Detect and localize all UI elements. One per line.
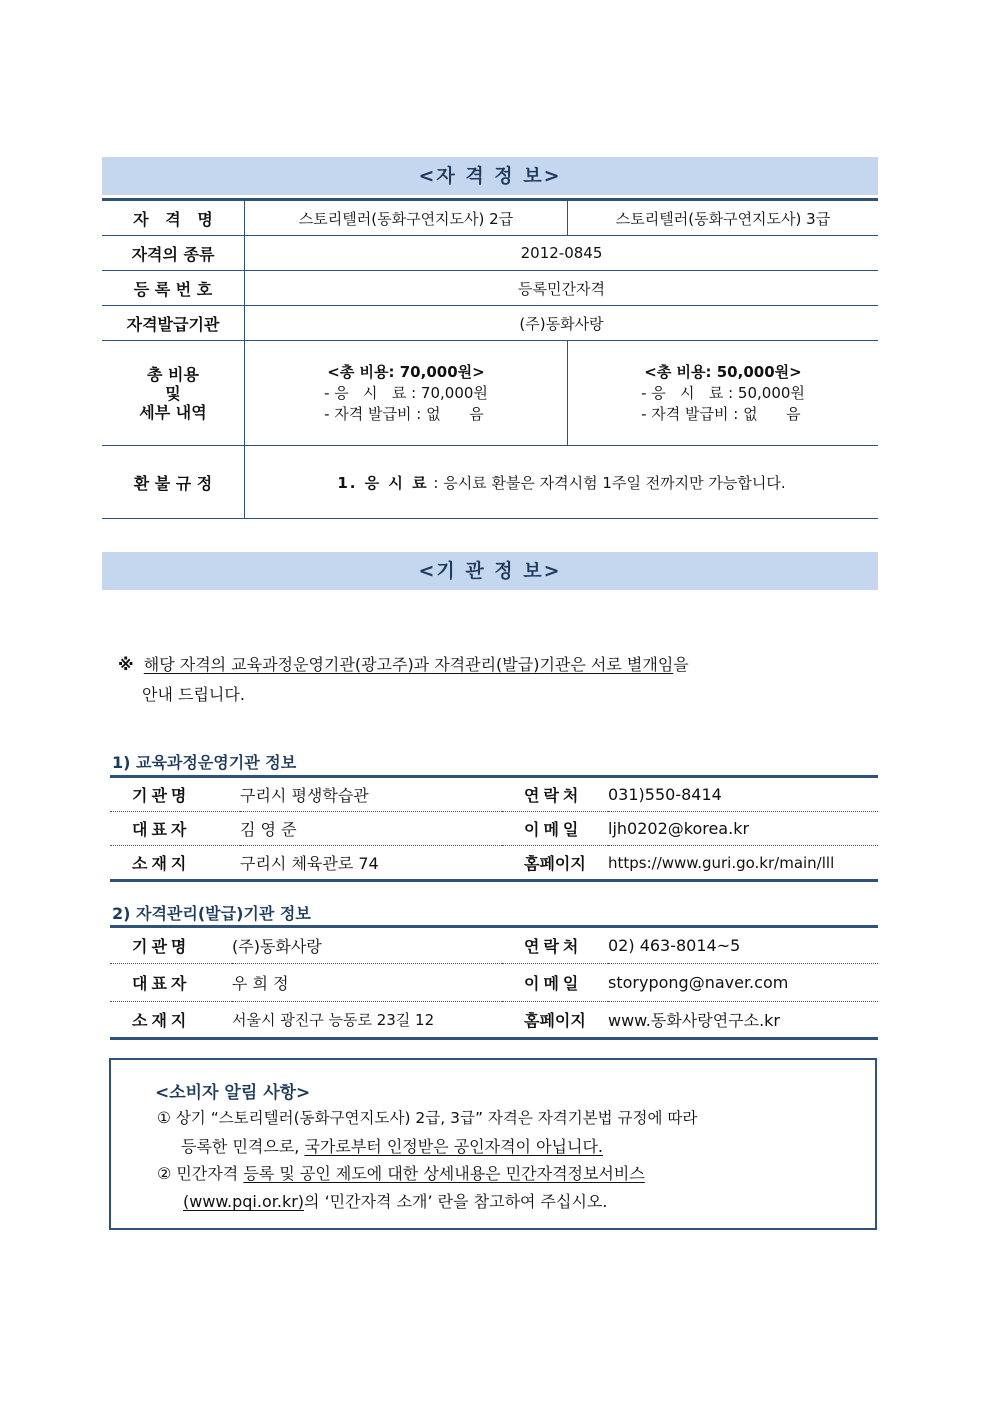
key: 대표자 xyxy=(110,812,240,846)
value: 김 영 준 xyxy=(240,812,502,846)
consumer-item2-a-underlined: 등록 및 공인 제도에 대한 상세내용은 민간자격정보서비스 xyxy=(243,1164,645,1183)
notice-mark: ※ xyxy=(118,655,134,674)
cost-3-issue: - 자격 발급비 : 없 음 xyxy=(641,404,801,423)
org-banner: <기 관 정 보> xyxy=(102,552,878,590)
key: 이메일 xyxy=(502,964,608,1002)
cost-grade-3 xyxy=(568,341,879,446)
value[interactable]: storypong@naver.com xyxy=(608,964,878,1002)
consumer-item1-b xyxy=(181,1134,603,1157)
notice-line2: 안내 드립니다. xyxy=(142,685,245,704)
consumer-item2-b-text: 의 ‘민간자격 소개’ 란을 참고하여 주십시오. xyxy=(304,1192,608,1211)
cost-2-issue: - 자격 발급비 : 없 음 xyxy=(324,404,484,423)
value: 우 희 정 xyxy=(232,964,502,1002)
consumer-item1-a: ① 상기 “스토리텔러(동화구연지도사) 2급, 3급” 자격은 자격기본법 규정에 따라 xyxy=(157,1109,698,1127)
cost-2-title: <총 비용: 70,000원> xyxy=(327,362,485,381)
consumer-notice-box xyxy=(109,1058,877,1230)
reg-label: 등 록 번 호 xyxy=(102,271,245,306)
key: 대표자 xyxy=(110,964,232,1002)
refund-text: : 응시료 환불은 자격시험 1주일 전까지만 가능합니다. xyxy=(428,473,786,492)
issuer-label: 자격발급기관 xyxy=(102,306,245,341)
notice xyxy=(118,650,689,710)
name-grade-3: 스토리텔러(동화구연지도사) 3급 xyxy=(568,200,879,236)
cost-label xyxy=(102,341,245,446)
cost-label-2: 및 xyxy=(165,383,181,403)
qualification-banner: <자 격 정 보> xyxy=(102,157,878,195)
qualification-table xyxy=(102,198,878,519)
cert-org-table xyxy=(110,925,878,1040)
consumer-item1-b-text: 등록한 민격으로, xyxy=(181,1137,305,1156)
cost-3-fee: - 응 시 료 : 50,000원 xyxy=(641,383,805,402)
key: 연락처 xyxy=(502,777,608,812)
cost-grade-2 xyxy=(245,341,568,446)
refund-label: 환 불 규 정 xyxy=(102,446,245,519)
value: 031)550-8414 xyxy=(608,777,878,812)
value: 구리시 평생학습관 xyxy=(240,777,502,812)
type-value: 2012-0845 xyxy=(245,236,879,271)
name-label: 자 격 명 xyxy=(102,200,245,236)
table-row xyxy=(110,927,878,964)
notice-underlined: 해당 자격의 교육과정운영기관(광고주)과 자격관리(발급)기관은 서로 별개임 xyxy=(143,655,674,674)
key: 홈페이지 xyxy=(524,1011,586,1030)
value[interactable]: www.동화사랑연구소.kr xyxy=(608,1011,780,1030)
name-grade-2: 스토리텔러(동화구연지도사) 2급 xyxy=(245,200,568,236)
edu-org-title: 1) 교육과정운영기관 정보 xyxy=(112,753,297,772)
value: (주)동화사랑 xyxy=(232,927,502,964)
table-row xyxy=(110,777,878,812)
cost-label-3: 세부 내역 xyxy=(139,402,207,422)
consumer-title: <소비자 알림 사항> xyxy=(155,1083,311,1103)
key: 소재지 xyxy=(132,1011,191,1030)
table-row xyxy=(110,1002,878,1039)
reg-value: 등록민간자격 xyxy=(245,271,879,306)
value[interactable]: ljh0202@korea.kr xyxy=(608,812,878,846)
table-row xyxy=(110,964,878,1002)
refund-value xyxy=(245,446,879,519)
consumer-item1-b-underlined: 국가로부터 인정받은 공인자격이 아닙니다. xyxy=(304,1137,604,1156)
consumer-item2-b xyxy=(183,1189,607,1212)
cost-3-title: <총 비용: 50,000원> xyxy=(644,362,802,381)
key: 기관명 xyxy=(110,927,232,964)
table-row xyxy=(110,812,878,846)
refund-bold: 1. 응 시 료 xyxy=(337,473,429,492)
key: 소재지 xyxy=(132,854,191,873)
key: 이메일 xyxy=(502,812,608,846)
issuer-value: (주)동화사랑 xyxy=(245,306,879,341)
value: 02) 463-8014~5 xyxy=(608,927,878,964)
value: 서울시 광진구 능동로 23길 12 xyxy=(232,1011,435,1029)
notice-tail: 을 xyxy=(673,655,689,674)
pqi-link[interactable]: (www.pqi.or.kr) xyxy=(183,1192,305,1211)
cost-2-fee: - 응 시 료 : 70,000원 xyxy=(324,383,488,402)
consumer-item2-a-text: ② 민간자격 xyxy=(157,1164,244,1183)
cost-label-1: 총 비용 xyxy=(147,364,199,384)
key: 기관명 xyxy=(110,777,240,812)
key: 홈페이지 xyxy=(524,854,586,873)
edu-org-table xyxy=(110,775,878,882)
table-row xyxy=(110,846,878,881)
key: 연락처 xyxy=(502,927,608,964)
value[interactable]: https://www.guri.go.kr/main/lll xyxy=(608,853,835,872)
consumer-item2-a xyxy=(157,1161,645,1184)
value: 구리시 체육관로 74 xyxy=(240,854,379,873)
type-label: 자격의 종류 xyxy=(102,236,245,271)
cert-org-title: 2) 자격관리(발급)기관 정보 xyxy=(112,904,311,923)
